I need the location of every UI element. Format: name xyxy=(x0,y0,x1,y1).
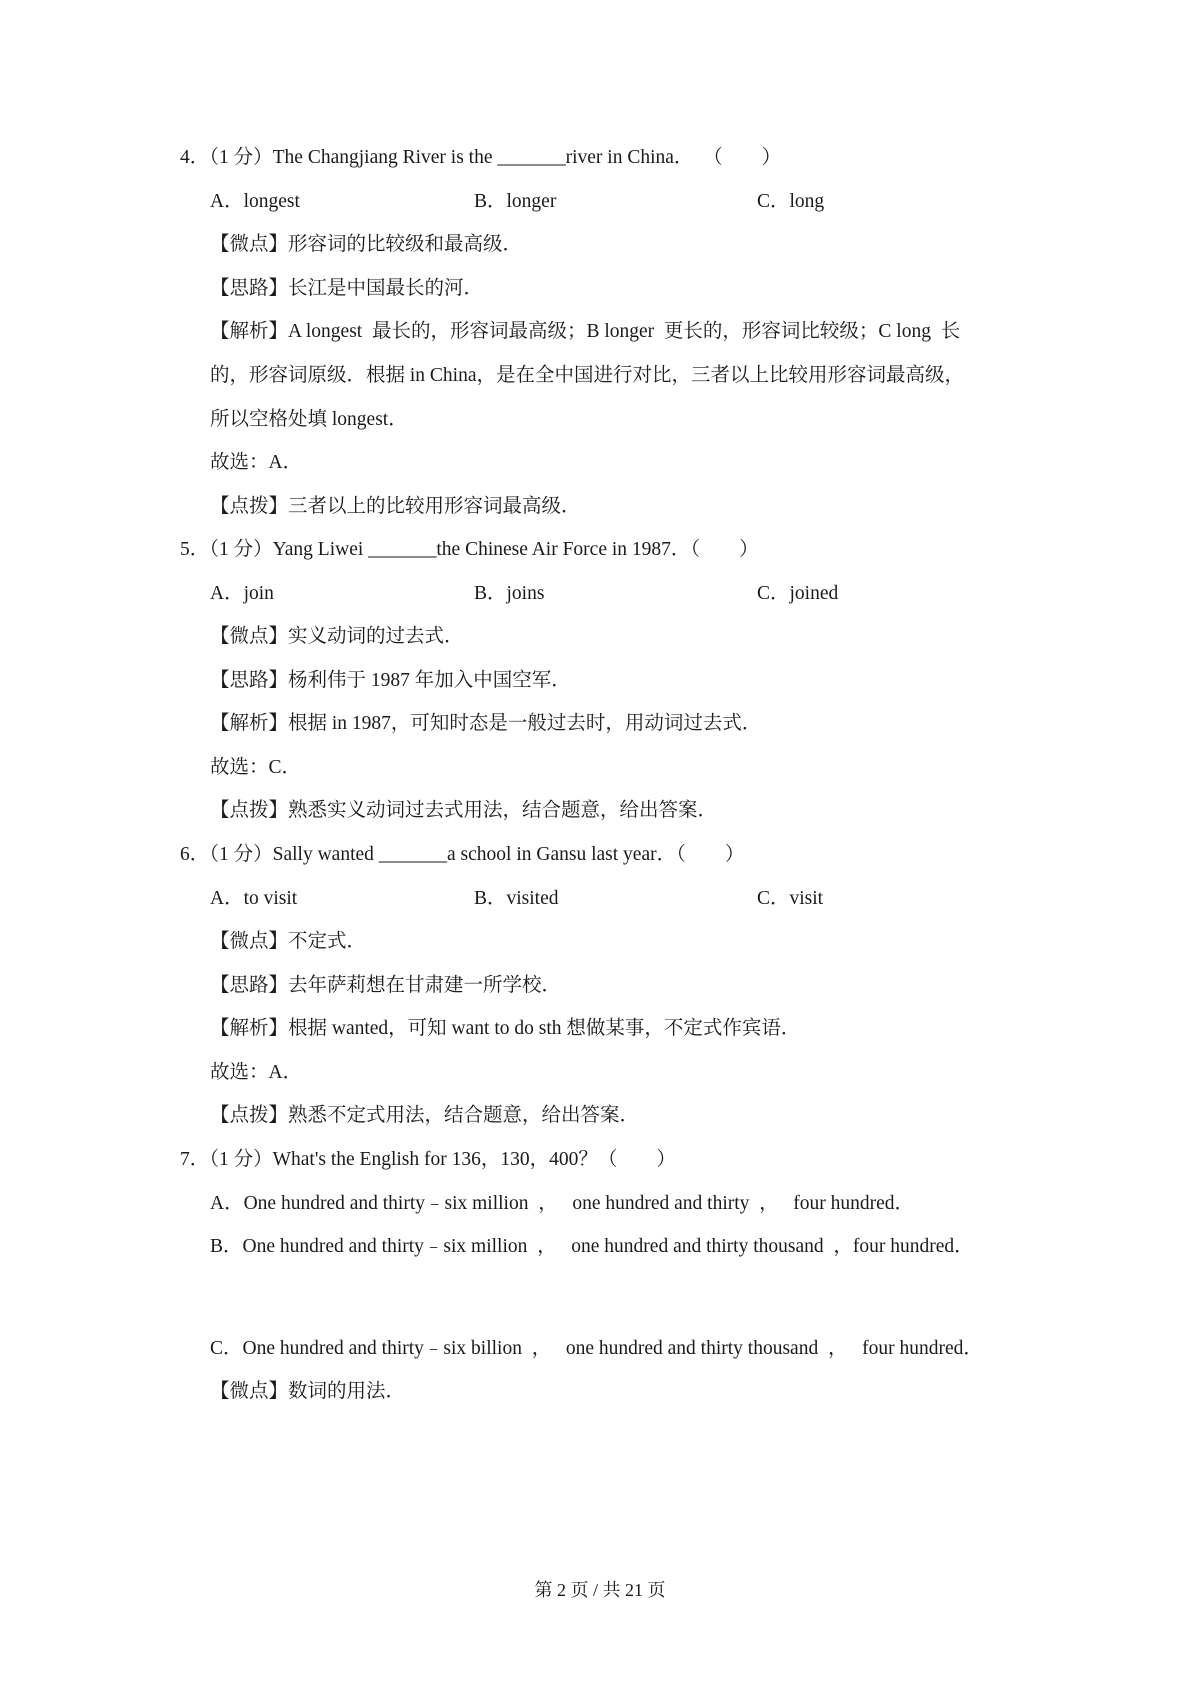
tip: 【点拨】三者以上的比较用形容词最高级． xyxy=(210,496,581,517)
option-c: C．visit xyxy=(757,888,824,909)
micro-point: 【微点】实义动词的过去式． xyxy=(210,626,464,647)
option-c: C．long xyxy=(757,191,825,212)
answer: 故选：A． xyxy=(210,1062,303,1083)
question-5-options xyxy=(0,582,1200,606)
tip: 【点拨】熟悉实义动词过去式用法，结合题意，给出答案． xyxy=(210,800,718,821)
analysis-line-3: 所以空格处填 longest． xyxy=(210,409,408,430)
option-c: C．joined xyxy=(757,583,839,604)
page-footer: 第 2 页 / 共 21 页 xyxy=(534,1580,666,1600)
micro-point: 【微点】数词的用法． xyxy=(210,1381,406,1402)
answer: 故选：A． xyxy=(210,452,303,473)
option-c: C．One hundred and thirty﹣six billion ， one hundred and thirty thousand ， four hundred． xyxy=(210,1338,983,1359)
option-a: A．to visit xyxy=(210,888,298,909)
question-7-stem: 7．（1 分）What's the English for 136，130，400？（ ） xyxy=(180,1149,676,1170)
option-a: A．One hundred and thirty﹣six million ， one hundred and thirty ， four hundred． xyxy=(210,1193,915,1214)
option-b: B．One hundred and thirty﹣six million ， one hundred and thirty thousand ，four hundred． xyxy=(210,1236,974,1257)
idea: 【思路】去年萨莉想在甘肃建一所学校． xyxy=(210,975,562,996)
tip: 【点拨】熟悉不定式用法，结合题意，给出答案． xyxy=(210,1105,640,1126)
option-b: B．longer xyxy=(474,191,557,212)
analysis-line-2: 的，形容词原级．根据 in China，是在全中国进行对比，三者以上比较用形容词最高级， xyxy=(210,365,964,386)
micro-point: 【微点】不定式． xyxy=(210,931,367,952)
option-b: B．joins xyxy=(474,583,545,604)
question-4-stem: 4．（1 分）The Changjiang River is the _______river in China． （ ） xyxy=(180,147,782,168)
question-6-options xyxy=(0,887,1200,911)
analysis-line-1: 【解析】A longest 最长的，形容词最高级；B longer 更长的，形容词比较级；C long 长 xyxy=(210,321,961,342)
idea: 【思路】杨利伟于 1987 年加入中国空军． xyxy=(210,670,571,691)
analysis: 【解析】根据 wanted，可知 want to do sth 想做某事，不定式作宾语． xyxy=(210,1018,801,1039)
idea: 【思路】长江是中国最长的河． xyxy=(210,278,484,299)
analysis: 【解析】根据 in 1987，可知时态是一般过去时，用动词过去式． xyxy=(210,713,762,734)
option-b: B．visited xyxy=(474,888,559,909)
question-4-options xyxy=(0,190,1200,214)
option-a: A．join xyxy=(210,583,274,604)
answer: 故选：C． xyxy=(210,757,302,778)
question-5-stem: 5．（1 分）Yang Liwei _______the Chinese Air Force in 1987．（ ） xyxy=(180,539,759,560)
question-6-stem: 6．（1 分）Sally wanted _______a school in Gansu last year．（ ） xyxy=(180,844,745,865)
option-a: A．longest xyxy=(210,191,300,212)
micro-point: 【微点】形容词的比较级和最高级． xyxy=(210,234,523,255)
